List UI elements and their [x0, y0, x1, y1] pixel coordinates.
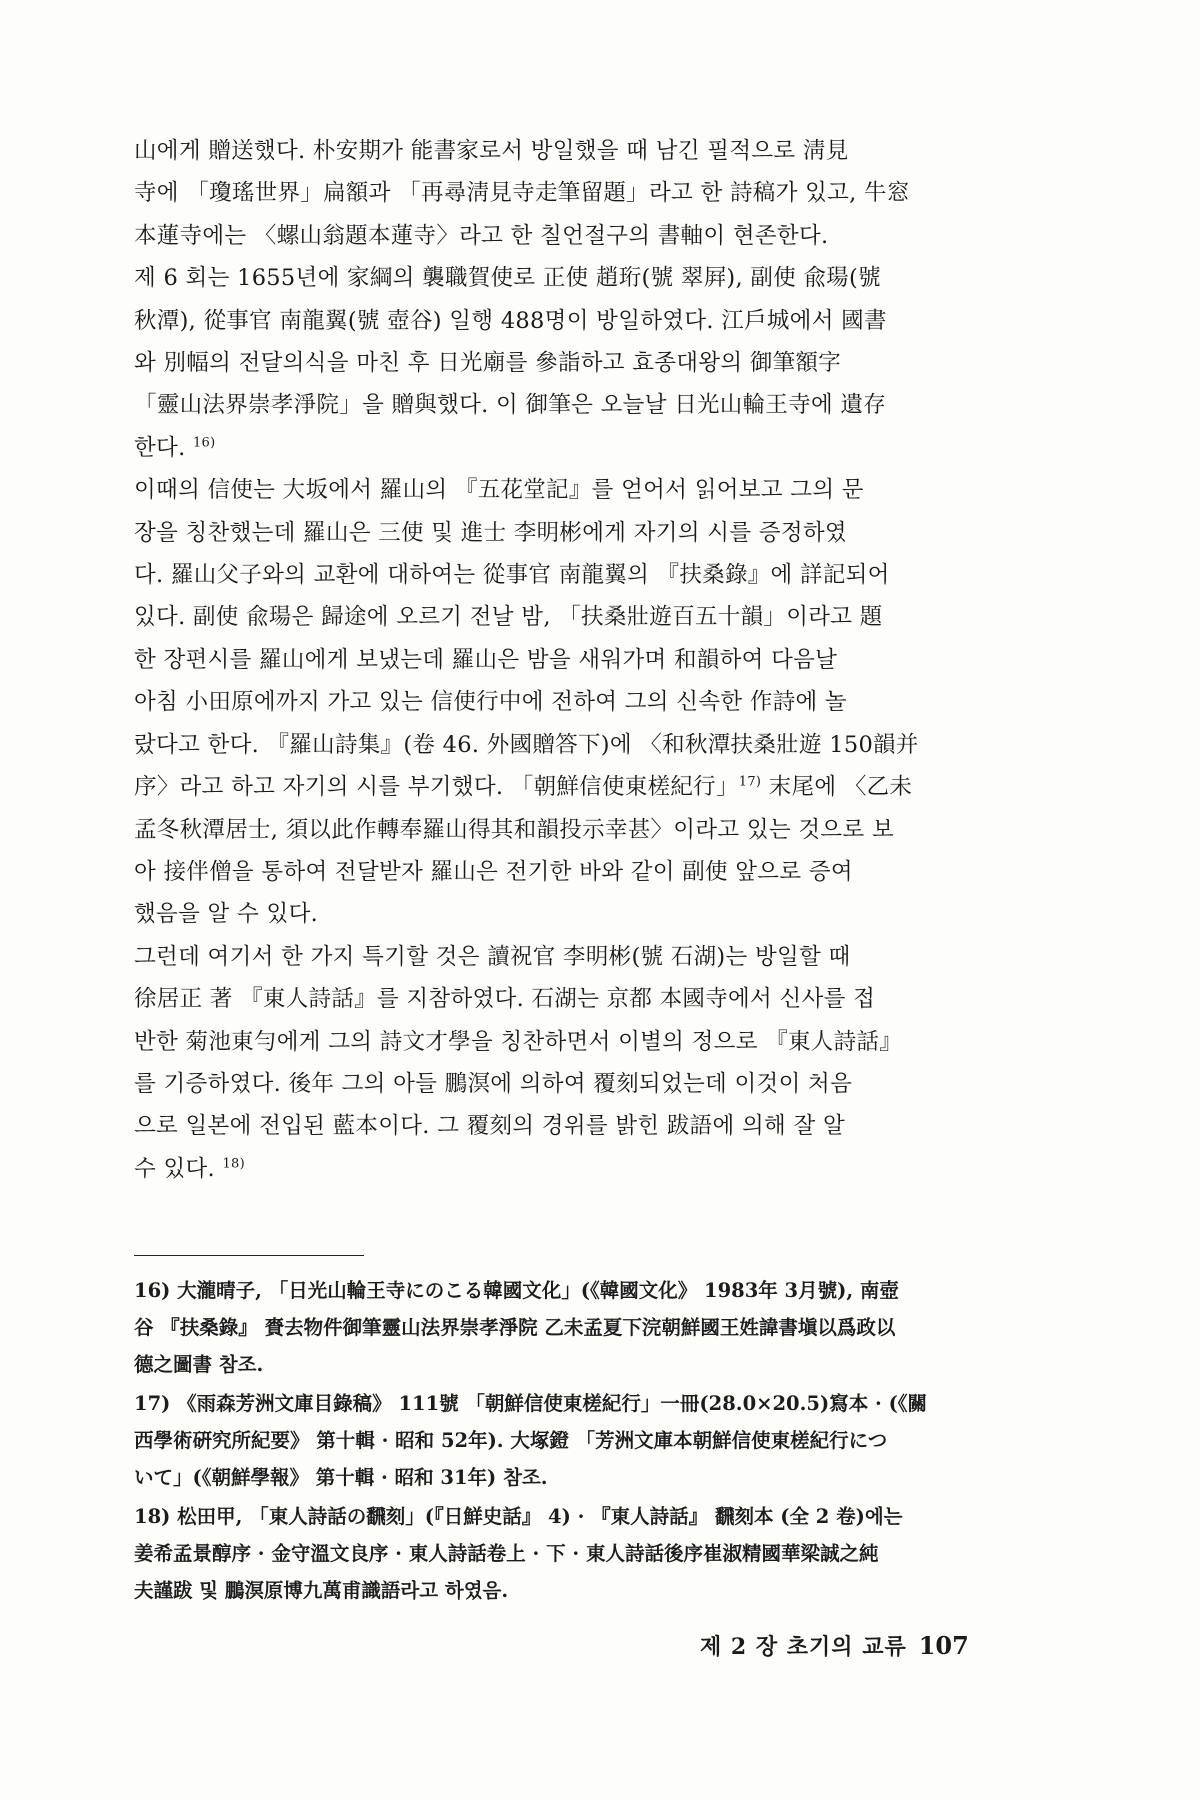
paragraph-3-text-cont: 末尾에 〈乙未 孟冬秋潭居士, 須以此作轉奉羅山得其和韻投示幸甚〉이라고 있는 것으로 보 아 接伴僧을 통하여 전달받자 羅山은 전기한 바와 같이 副使 앞으로 증여 했음을 알 수 있다.	[134, 774, 913, 928]
footnote-18: 18) 松田甲, 「東人詩話の飜刻」(『日鮮史話』 4) · 『東人詩話』 飜刻本 (全 2 卷)에는 姜希孟景醇序 · 金守溫文良序 · 東人詩話卷上 · 下 · 東人詩話後序崔淑精國華梁誠之純 夫謹跋 및 鵬溟原博九萬甫識語라고 하였음.	[134, 1505, 903, 1602]
footnote-divider	[134, 1255, 364, 1256]
paragraph-3-text: 이때의 信使는 大坂에서 羅山의 『五花堂記』를 얻어서 읽어보고 그의 문 장을 칭찬했는데 羅山은 三使 및 進士 李明彬에게 자기의 시를 증정하였 다. 羅山父子와의 교환에 대하여는 從事官 南龍翼의 『扶桑錄』에 詳記되어 있다. 副使 兪瑒은 歸途에 오르기 전날 밤, 「扶桑壯遊百五十韻」이라고 題 한 장편시를 羅山에게 보냈는데 羅山은 밤을 새워가며 和韻하여 다음날 아침 小田原에까지 가고 있는 信使行中에 전하여 그의 신속한 作詩에 놀 랐다고 한다. 『羅山詩集』(卷 46. 外國贈答下)에 〈和秋潭扶桑壯遊 150韻并 序〉라고 하고 자기의 시를 부기했다. 「朝鮮信使東槎紀行」	[134, 477, 919, 801]
footnote-ref-18: 18)	[222, 1156, 245, 1172]
footnotes	[134, 1272, 1034, 1611]
page-number: 107	[918, 1631, 969, 1660]
main-body-text	[134, 130, 1034, 1190]
running-footer	[700, 1630, 1000, 1661]
footnote-17: 17) 《雨森芳洲文庫目錄稿》 111號 「朝鮮信使東槎紀行」一冊(28.0×20.5)寫本 · (《關 西學術硏究所紀要》 第十輯 · 昭和 52年). 大塚鐙 「芳洲文庫本朝鮮信使東槎紀行につ いて」(《朝鮮學報》 第十輯 · 昭和 31年) 참조.	[134, 1392, 928, 1489]
paragraph-4-text: 그런데 여기서 한 가지 특기할 것은 讀祝官 李明彬(號 石湖)는 방일할 때 徐居正 著 『東人詩話』를 지참하였다. 石湖는 京都 本國寺에서 신사를 접 반한 菊池東勻에게 그의 詩文才學을 칭찬하면서 이별의 정으로 『東人詩話』 를 기증하였다. 後年 그의 아들 鵬溟에 의하여 覆刻되었는데 이것이 처음 으로 일본에 전입된 藍本이다. 그 覆刻의 경위를 밝힌 跋語에 의해 잘 알 수 있다.	[134, 943, 902, 1182]
paragraph-1-text: 山에게 贈送했다. 朴安期가 能書家로서 방일했을 때 남긴 필적으로 淸見 寺에 「瓊瑤世界」扁額과 「再尋淸見寺走筆留題」라고 한 詩稿가 있고, 牛窓 本蓮寺에는 〈螺山翁題本蓮寺〉라고 한 칠언절구의 書軸이 현존한다.	[134, 138, 910, 249]
footnote-16: 16) 大瀧晴子, 「日光山輪王寺にのこる韓國文化」(《韓國文化》 1983年 3月號), 南壺 谷 『扶桑錄』 賚去物件御筆靈山法界崇孝淨院 乙未孟夏下浣朝鮮國王姓諱書塡以爲政以 德之圖書 참조.	[134, 1279, 899, 1376]
footnote-ref-16: 16)	[192, 435, 216, 451]
paragraph-1	[134, 130, 1034, 257]
footnote-ref-17: 17)	[738, 774, 762, 790]
paragraph-4	[134, 936, 1034, 1190]
paragraph-3	[134, 469, 1034, 935]
chapter-title: 제 2 장 초기의 교류	[700, 1634, 907, 1660]
paragraph-2	[134, 257, 1034, 469]
paragraph-2-text: 제 6 회는 1655년에 家綱의 襲職賀使로 正使 趙珩(號 翠屛), 副使 兪瑒(號 秋潭), 從事官 南龍翼(號 壺谷) 일행 488명이 방일하였다. 江戶城에서 國書 와 別幅의 전달의식을 마친 후 日光廟를 參詣하고 효종대왕의 御筆額字 「靈山法界崇孝淨院」을 贈與했다. 이 御筆은 오늘날 日光山輪王寺에 遺存 한다.	[134, 265, 887, 461]
